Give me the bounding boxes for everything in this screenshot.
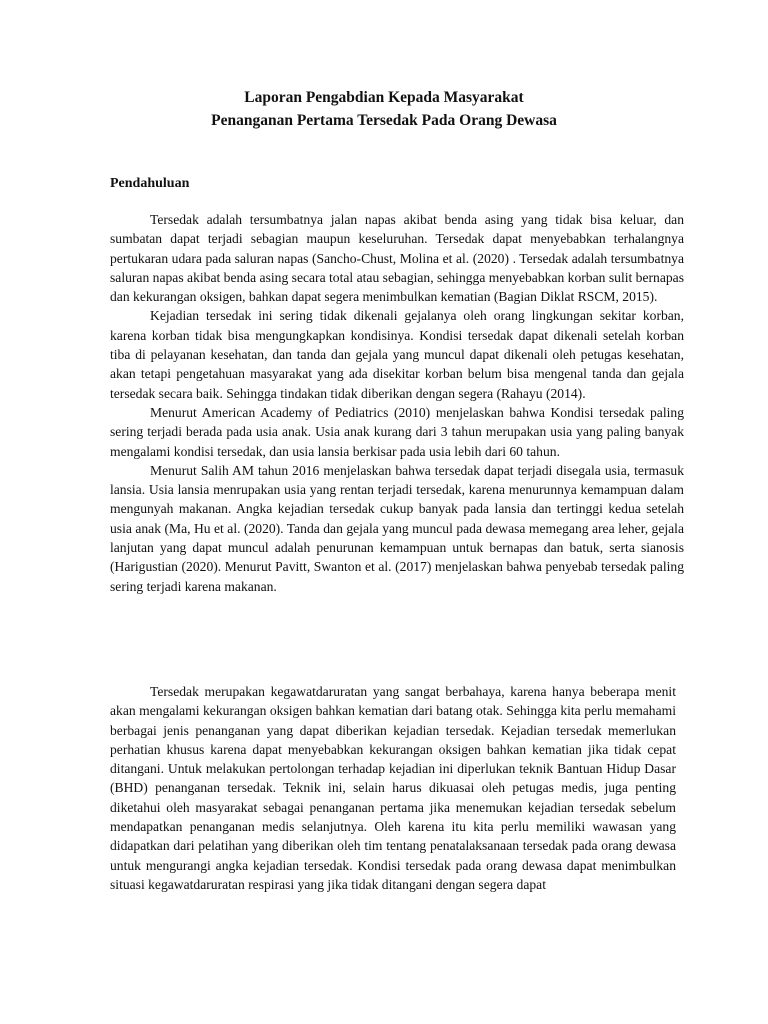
body-text-block-2 <box>110 682 676 894</box>
paragraph-5: Tersedak merupakan kegawatdaruratan yang sangat berbahaya, karena hanya beberapa menit akan mengalami kekurangan oksigen bahkan kematian dari batang otak. Sehingga kita perlu memahami berbagai jenis penanganan yang dapat diberikan kejadian tersedak. Kejadian tersedak memerlukan perhatian khusus karena dapat menyebabkan kekurangan oksigen bahkan kematian jika tidak cepat ditangani. Untuk melakukan pertolongan terhadap kejadian ini diperlukan teknik Bantuan Hidup Dasar (BHD) penanganan tersedak. Teknik ini, selain harus dikuasai oleh petugas medis, juga penting diketahui oleh masyarakat sebagai penanganan pertama jika menemukan kejadian tersedak sebelum mendapatkan penanganan medis selanjutnya. Oleh karena itu kita perlu memiliki wawasan yang didapatkan dari pelatihan yang diberikan oleh tim tentang penatalaksanaan tersedak pada orang dewasa untuk mengurangi angka kejadian tersedak. Kondisi tersedak pada orang dewasa dapat menimbulkan situasi kegawatdaruratan respirasi yang jika tidak ditangani dengan segera dapat <box>110 684 676 892</box>
document-title-line-1: Laporan Pengabdian Kepada Masyarakat <box>244 89 524 106</box>
document-title-line-2: Penanganan Pertama Tersedak Pada Orang Dewasa <box>211 112 557 129</box>
paragraph-3: Menurut American Academy of Pediatrics (2010) menjelaskan bahwa Kondisi tersedak paling sering terjadi berada pada usia anak. Usia anak kurang dari 3 tahun merupakan usia yang paling banyak mengalami kondisi tersedak, dan usia lansia berkisar pada usia lebih dari 60 tahun. <box>110 404 684 459</box>
paragraph-1: Tersedak adalah tersumbatnya jalan napas akibat benda asing yang tidak bisa keluar, dan sumbatan dapat terjadi sebagian maupun keseluruhan. Tersedak dapat menyebabkan terhalangnya pertukaran udara pada saluran napas (Sancho-Chust, Molina et al. (2020) . Tersedak adalah tersumbatnya saluran napas akibat benda asing secara total atau sebagian, sehingga menyebabkan korban sulit bernapas dan kekurangan oksigen, bahkan dapat segera menimbulkan kematian (Bagian Diklat RSCM, 2015). <box>110 212 684 305</box>
paragraph-4: Menurut Salih AM tahun 2016 menjelaskan bahwa tersedak dapat terjadi disegala usia, termasuk lansia. Usia lansia menrupakan usia yang rentan terjadi tersedak, karena menurunnya kemampuan dalam mengunyah makanan. Angka kejadian tersedak cukup banyak pada lansia dan tertinggi kedua setelah usia anak (Ma, Hu et al. (2020). Tanda dan gejala yang muncul pada dewasa memegang area leher, gejala lanjutan yang dapat muncul adalah penurunan kemampuan untuk bernapas dan batuk, serta sianosis (Harigustian (2020). Menurut Pavitt, Swanton et al. (2017) menjelaskan bahwa penyebab tersedak paling sering terjadi karena makanan. <box>110 462 684 594</box>
paragraph-2: Kejadian tersedak ini sering tidak dikenali gejalanya oleh orang lingkungan sekitar korban, karena korban tidak bisa mengungkapkan kondisinya. Kondisi tersedak dapat dikenali setelah korban tiba di pelayanan kesehatan, dan tanda dan gejala yang muncul dapat dikenali oleh petugas kesehatan, akan tetapi pengetahuan masyarakat yang ada disekitar korban belum bisa mengenal tanda dan gejala tersedak secara baik. Sehingga tindakan tidak diberikan dengan segera (Rahayu (2014). <box>110 308 684 401</box>
section-heading: Pendahuluan <box>110 176 190 191</box>
body-text-block-1 <box>110 210 684 596</box>
